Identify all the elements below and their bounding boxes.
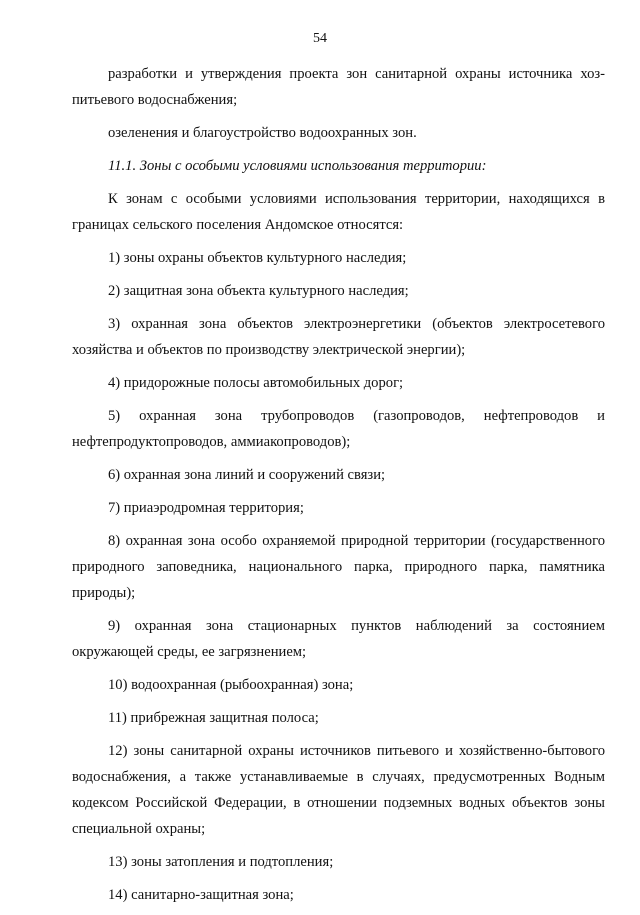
list-item-6: 6) охранная зона линий и сооружений связи;	[108, 467, 386, 483]
document-body	[72, 61, 605, 915]
list-item-8: 8) охранная зона особо охраняемой природной территории (государственного природного заповедника, национального парка, природного парка, памятника природы);	[72, 533, 605, 601]
section-heading-11-1: 11.1. Зоны с особыми условиями использования территории:	[108, 158, 487, 174]
list-item-12: 12) зоны санитарной охраны источников питьевого и хозяйственно-бытового водоснабжения, а также устанавливаемые в случаях, предусмотренных Водным кодексом Российской Федерации, в отношении подземных водных объектов зоны специальной охраны;	[72, 743, 605, 837]
list-item-9: 9) охранная зона стационарных пунктов наблюдений за состоянием окружающей среды, ее загрязнением;	[72, 618, 605, 660]
list-item-3: 3) охранная зона объектов электроэнергетики (объектов электросетевого хозяйства и объектов по производству электрической энергии);	[72, 316, 605, 358]
list-item-14: 14) санитарно-защитная зона;	[108, 887, 294, 903]
list-item-7: 7) приаэродромная территория;	[108, 500, 304, 516]
list-item-2: 2) защитная зона объекта культурного наследия;	[108, 283, 409, 299]
list-item-11: 11) прибрежная защитная полоса;	[108, 710, 319, 726]
list-item-10: 10) водоохранная (рыбоохранная) зона;	[108, 677, 354, 693]
paragraph-landscaping: озеленения и благоустройство водоохранных зон.	[108, 125, 417, 141]
paragraph-water-protection-project: разработки и утверждения проекта зон санитарной охраны источника хоз-питьевого водоснабжения;	[72, 66, 605, 108]
paragraph-zones-intro: К зонам с особыми условиями использования территории, находящихся в границах сельского поселения Андомское относятся:	[72, 191, 605, 233]
page-number: 54	[313, 31, 327, 46]
list-item-5: 5) охранная зона трубопроводов (газопроводов, нефтепроводов и нефтепродуктопроводов, аммиакопроводов);	[72, 408, 605, 450]
list-item-13: 13) зоны затопления и подтопления;	[108, 854, 334, 870]
list-item-4: 4) придорожные полосы автомобильных дорог;	[108, 375, 404, 391]
list-item-1: 1) зоны охраны объектов культурного наследия;	[108, 250, 407, 266]
